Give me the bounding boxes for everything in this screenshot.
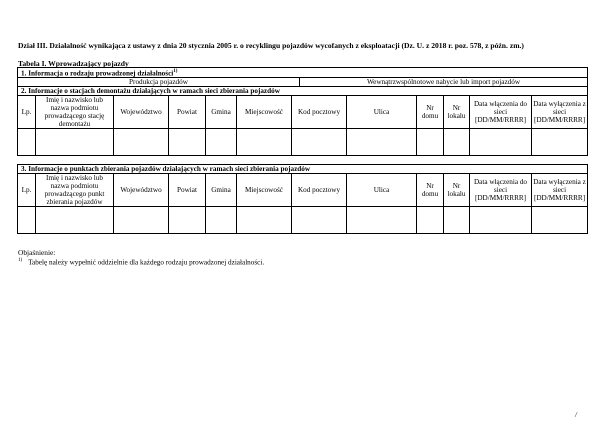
col-locality: Miejscowość — [237, 96, 292, 129]
col-unit-no: Nr lokalu — [444, 96, 470, 129]
option-production-cell[interactable]: Produkcja pojazdów — [18, 78, 300, 87]
col-voivodeship: Województwo — [114, 174, 169, 207]
dismantling-stations-table — [17, 86, 588, 156]
col-lp: Lp. — [18, 96, 36, 129]
header-row — [18, 174, 588, 207]
cell-join-date[interactable] — [470, 207, 532, 234]
col-entity-name: Imię i nazwisko lub nazwa podmiotu prowadzącego punkt zbierania pojazdów — [36, 174, 114, 207]
cell-street[interactable] — [347, 129, 417, 156]
col-unit-no: Nr lokalu — [444, 174, 470, 207]
footnote-text: Tabelę należy wypełnić oddzielnie dla każdego rodzaju prowadzonej działalności. — [28, 258, 265, 267]
cell-lp[interactable] — [18, 207, 36, 234]
cell-street[interactable] — [347, 207, 417, 234]
section3-title: 3. Informacje o punktach zbierania pojazdów działających w ramach sieci zbierania pojazdów — [18, 165, 588, 174]
collection-points-table — [17, 164, 588, 234]
cell-commune[interactable] — [206, 207, 237, 234]
col-house-no: Nr domu — [417, 96, 444, 129]
option-import-cell[interactable]: Wewnątrzwspólnotowe nabycie lub import pojazdów — [300, 78, 588, 87]
activity-type-table — [17, 67, 588, 87]
empty-data-row — [18, 129, 588, 156]
cell-county[interactable] — [169, 207, 206, 234]
cell-entity-name[interactable] — [36, 129, 114, 156]
col-commune: Gmina — [206, 174, 237, 207]
section-heading: Dział III. Działalność wynikająca z ustawy z dnia 20 stycznia 2005 r. o recyklingu pojazdów wycofanych z eksploatacji (Dz. U. z 2018 r. poz. 578, z późn. zm.) — [18, 41, 524, 50]
col-exit-date: Data wyłączenia z sieci [DD/MM/RRRR] — [532, 96, 588, 129]
empty-data-row — [18, 207, 588, 234]
col-postal-code: Kod pocztowy — [292, 96, 347, 129]
col-postal-code: Kod pocztowy — [292, 174, 347, 207]
cell-entity-name[interactable] — [36, 207, 114, 234]
col-exit-date: Data wyłączenia z sieci [DD/MM/RRRR] — [532, 174, 588, 207]
page-mark: / — [575, 411, 577, 419]
col-county: Powiat — [169, 174, 206, 207]
cell-locality[interactable] — [237, 207, 292, 234]
header-row — [18, 96, 588, 129]
footnote-1 — [18, 258, 264, 266]
col-join-date: Data włączenia do sieci [DD/MM/RRRR] — [470, 96, 532, 129]
cell-join-date[interactable] — [470, 129, 532, 156]
cell-locality[interactable] — [237, 129, 292, 156]
cell-house-no[interactable] — [417, 207, 444, 234]
col-street: Ulica — [347, 174, 417, 207]
section1-title: 1. Informacja o rodzaju prowadzonej działalności$^{1)}$ — [18, 68, 588, 78]
cell-house-no[interactable] — [417, 129, 444, 156]
col-commune: Gmina — [206, 96, 237, 129]
cell-postal-code[interactable] — [292, 207, 347, 234]
col-join-date: Data włączenia do sieci [DD/MM/RRRR] — [470, 174, 532, 207]
cell-postal-code[interactable] — [292, 129, 347, 156]
notes-label: Objaśnienie: — [18, 248, 56, 257]
cell-unit-no[interactable] — [444, 207, 470, 234]
footnote-ref: 1) — [18, 258, 23, 263]
col-house-no: Nr domu — [417, 174, 444, 207]
cell-commune[interactable] — [206, 129, 237, 156]
table-title: Tabela I. Wprowadzający pojazdy — [18, 59, 129, 68]
col-voivodeship: Województwo — [114, 96, 169, 129]
col-street: Ulica — [347, 96, 417, 129]
cell-voivodeship[interactable] — [114, 207, 169, 234]
cell-voivodeship[interactable] — [114, 129, 169, 156]
cell-exit-date[interactable] — [532, 129, 588, 156]
cell-exit-date[interactable] — [532, 207, 588, 234]
cell-county[interactable] — [169, 129, 206, 156]
col-county: Powiat — [169, 96, 206, 129]
section2-title: 2. Informacje o stacjach demontażu działających w ramach sieci zbierania pojazdów — [18, 87, 588, 96]
col-entity-name: Imię i nazwisko lub nazwa podmiotu prowadzącego stację demontażu — [36, 96, 114, 129]
cell-unit-no[interactable] — [444, 129, 470, 156]
col-lp: Lp. — [18, 174, 36, 207]
cell-lp[interactable] — [18, 129, 36, 156]
col-locality: Miejscowość — [237, 174, 292, 207]
